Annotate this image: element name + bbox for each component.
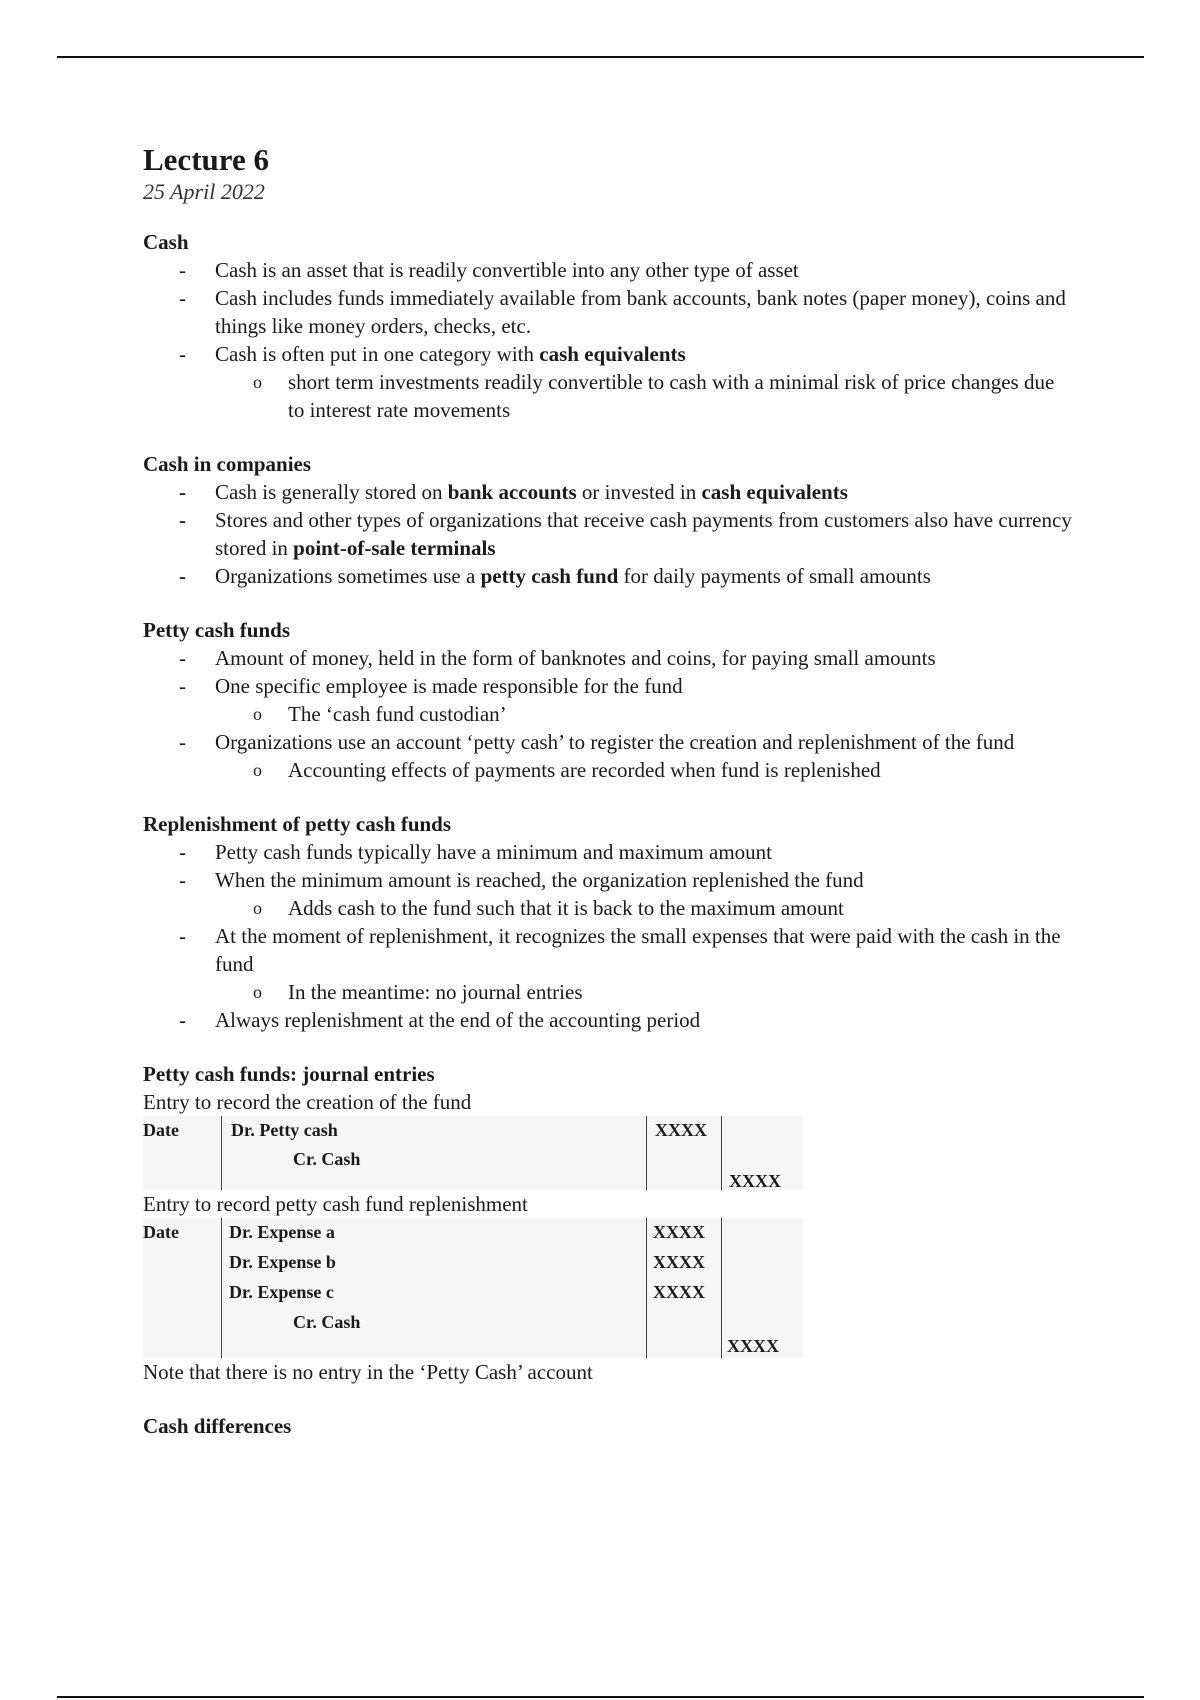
- credit-account: Cr. Cash: [293, 1149, 361, 1169]
- section-journal-entries: [143, 1060, 1073, 1386]
- bold-term: cash equivalents: [539, 342, 686, 366]
- section-heading: Replenishment of petty cash funds: [143, 812, 452, 836]
- column-divider: [646, 1116, 647, 1190]
- journal-entry-replenishment: [143, 1218, 803, 1358]
- credit-amount: XXXX: [727, 1336, 779, 1356]
- entry-caption: Entry to record the creation of the fund: [143, 1090, 472, 1114]
- journal-note: Note that there is no entry in the ‘Petty Cash’ account: [143, 1360, 593, 1384]
- section-cash-in-companies: [143, 450, 1073, 590]
- column-divider: [721, 1116, 722, 1190]
- bullet-item: - Always replenishment at the end of the accounting period: [215, 1006, 1073, 1034]
- debit-account: Dr. Expense b: [229, 1252, 336, 1272]
- sub-bullet-item: o The ‘cash fund custodian’: [288, 700, 1073, 728]
- sub-bullet-item: o short term investments readily convertible to cash with a minimal risk of price changes due to interest rate movements: [288, 368, 1073, 424]
- debit-account: Dr. Petty cash: [231, 1120, 338, 1140]
- top-rule: [57, 56, 1144, 58]
- bullet-item: - Cash is an asset that is readily convertible into any other type of asset: [215, 256, 1073, 284]
- column-divider: [221, 1116, 222, 1190]
- section-heading: Cash: [143, 230, 189, 254]
- section-heading: Petty cash funds: [143, 618, 291, 642]
- column-divider: [221, 1218, 222, 1358]
- bullet-item: - Petty cash funds typically have a minimum and maximum amount: [215, 838, 1073, 866]
- bullet-item: [215, 922, 1073, 1006]
- bold-term: bank accounts: [447, 480, 577, 504]
- bullet-item: - Cash includes funds immediately available from bank accounts, bank notes (paper money), coins and things like money orders, checks, etc.: [215, 284, 1073, 340]
- section-cash: [143, 228, 1073, 424]
- bottom-rule: [57, 1696, 1144, 1698]
- section-petty-cash-funds: [143, 616, 1073, 784]
- bullet-item: [215, 866, 1073, 922]
- section-heading: Petty cash funds: journal entries: [143, 1062, 435, 1086]
- debit-amount: XXXX: [653, 1222, 705, 1242]
- bullet-text: Stores and other types of organizations that receive cash payments from customers also have currency stored in: [215, 508, 1072, 560]
- sub-bullet-item: o Accounting effects of payments are recorded when fund is replenished: [288, 756, 1073, 784]
- bullet-item: [215, 506, 1073, 562]
- lecture-date: 25 April 2022: [143, 179, 265, 204]
- section-heading: Cash differences: [143, 1414, 292, 1438]
- section-cash-differences: [143, 1412, 1073, 1440]
- entry-caption: Entry to record petty cash fund replenishment: [143, 1192, 528, 1216]
- bullet-item: [215, 728, 1073, 784]
- page-title: Lecture 6: [143, 142, 269, 177]
- sub-bullet-item: o Adds cash to the fund such that it is back to the maximum amount: [288, 894, 1073, 922]
- entry-date: Date: [143, 1222, 179, 1242]
- entry-date: Date: [143, 1120, 179, 1140]
- bold-term: petty cash fund: [480, 564, 619, 588]
- section-replenishment: [143, 810, 1073, 1034]
- column-divider: [646, 1218, 647, 1358]
- bullet-item: - Amount of money, held in the form of banknotes and coins, for paying small amounts: [215, 644, 1073, 672]
- bullet-text: One specific employee is made responsible for the fund: [215, 674, 683, 698]
- bullet-text: Organizations sometimes use a: [215, 564, 481, 588]
- bullet-text: At the moment of replenishment, it recognizes the small expenses that were paid with the cash in the fund: [215, 924, 1061, 976]
- document-body: [143, 142, 1073, 1440]
- bullet-text: Organizations use an account ‘petty cash’ to register the creation and replenishment of the fund: [215, 730, 1015, 754]
- bullet-text: for daily payments of small amounts: [618, 564, 931, 588]
- debit-account: Dr. Expense c: [229, 1282, 334, 1302]
- bullet-text: When the minimum amount is reached, the organization replenished the fund: [215, 868, 864, 892]
- section-heading: Cash in companies: [143, 452, 312, 476]
- journal-entry-creation: [143, 1116, 803, 1190]
- bold-term: cash equivalents: [701, 480, 848, 504]
- credit-amount: XXXX: [729, 1171, 781, 1191]
- bullet-item: [215, 672, 1073, 728]
- debit-amount: XXXX: [653, 1282, 705, 1302]
- credit-account: Cr. Cash: [293, 1312, 361, 1332]
- bullet-text: or invested in: [576, 480, 702, 504]
- bullet-text: Cash is generally stored on: [215, 480, 448, 504]
- bullet-item: [215, 562, 1073, 590]
- bullet-item: [215, 340, 1073, 424]
- bold-term: point-of-sale terminals: [293, 536, 496, 560]
- column-divider: [721, 1218, 722, 1358]
- debit-account: Dr. Expense a: [229, 1222, 335, 1242]
- debit-amount: XXXX: [655, 1120, 707, 1140]
- bullet-item: [215, 478, 1073, 506]
- sub-bullet-item: o In the meantime: no journal entries: [288, 978, 1073, 1006]
- bullet-text: Cash is often put in one category with: [215, 342, 540, 366]
- debit-amount: XXXX: [653, 1252, 705, 1272]
